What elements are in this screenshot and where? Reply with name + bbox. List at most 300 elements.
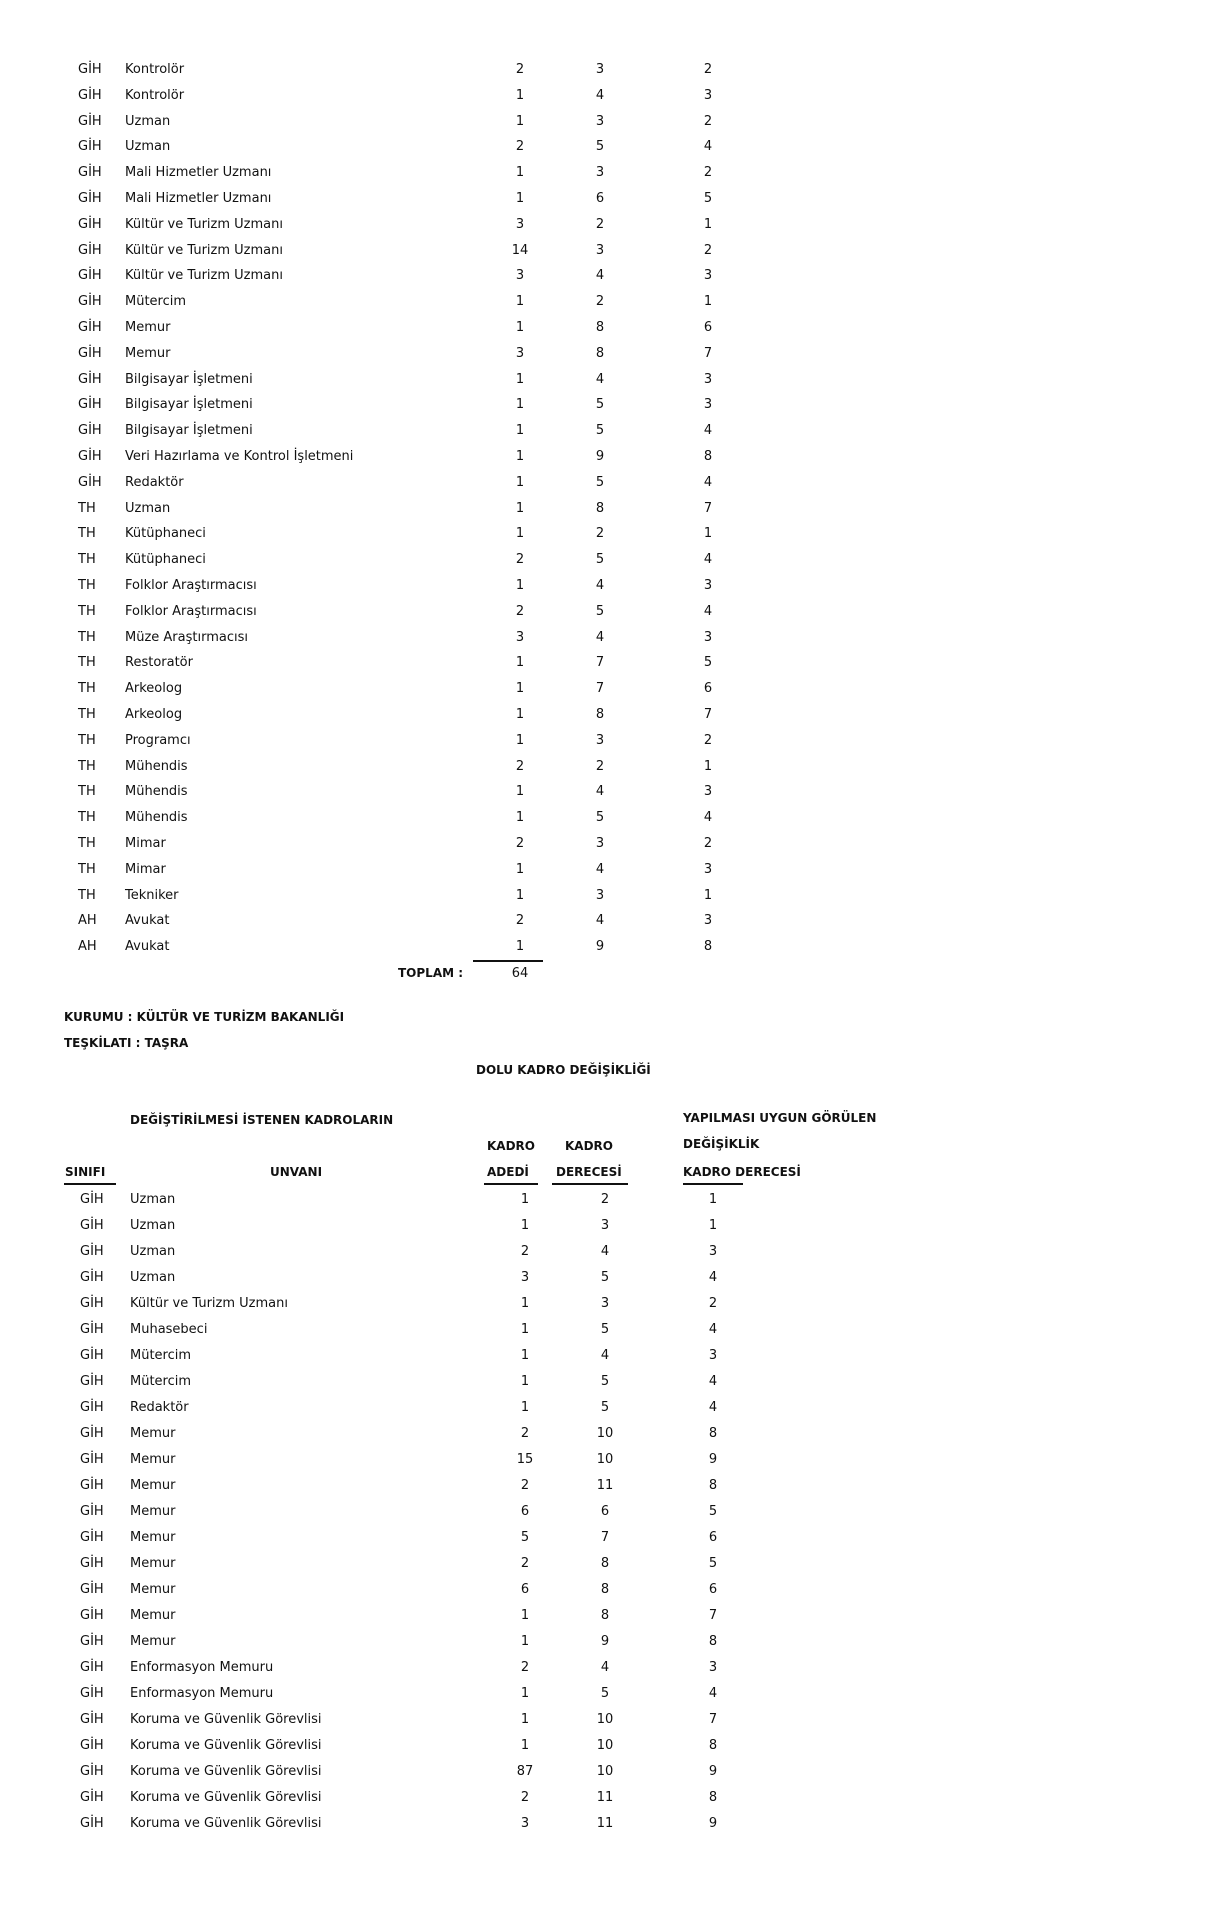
title-cell: Kontrolör: [125, 62, 185, 77]
title-cell: Mütercim: [130, 1348, 192, 1363]
table-row: [0, 1551, 1223, 1577]
title-cell: Memur: [130, 1608, 176, 1623]
title-cell: Kontrolör: [125, 87, 185, 103]
degree-cell: 3: [595, 165, 605, 181]
degree-cell: 3: [600, 1218, 610, 1233]
class-cell: GİH: [80, 1556, 104, 1571]
count-cell: 1: [520, 1322, 530, 1337]
degree-cell: 7: [600, 1530, 610, 1545]
class-cell: GİH: [80, 1634, 104, 1649]
degree-cell: 6: [600, 1504, 610, 1519]
new-degree-cell: 3: [708, 1244, 718, 1259]
table-row: [0, 1655, 1223, 1681]
kadro-heading-derecesi: KADRO: [565, 1139, 613, 1153]
new-degree-cell: 4: [708, 1322, 718, 1337]
count-cell: 1: [515, 87, 525, 103]
table-row: [0, 263, 1223, 289]
table-row: [0, 238, 1223, 264]
table-row: [0, 1317, 1223, 1343]
count-cell: 1: [515, 732, 525, 748]
count-cell: 1: [520, 1296, 530, 1311]
new-degree-cell: 8: [708, 1738, 718, 1753]
count-cell: 1: [520, 1218, 530, 1233]
class-cell: GİH: [78, 268, 102, 284]
title-cell: Folklor Araştırmacısı: [125, 603, 257, 619]
title-cell: Programcı: [125, 732, 191, 748]
new-degree-cell: 8: [703, 449, 713, 464]
new-degree-cell: 7: [708, 1608, 718, 1623]
count-cell: 1: [515, 397, 525, 413]
title-cell: Koruma ve Güvenlik Görevlisi: [130, 1738, 322, 1753]
table-row: [0, 444, 1223, 470]
degree-cell: 10: [596, 1764, 614, 1779]
count-cell: 1: [515, 500, 525, 516]
class-cell: GİH: [80, 1374, 104, 1389]
table-row: [0, 857, 1223, 883]
class-cell: TH: [78, 655, 96, 671]
title-cell: Memur: [130, 1530, 176, 1545]
new-degree-cell: 4: [708, 1686, 718, 1701]
class-cell: TH: [78, 526, 96, 542]
class-cell: GİH: [78, 345, 102, 361]
count-cell: 1: [520, 1738, 530, 1753]
column-adedi: ADEDİ: [487, 1165, 529, 1179]
new-degree-cell: 4: [708, 1374, 718, 1389]
title-cell: Koruma ve Güvenlik Görevlisi: [130, 1712, 322, 1727]
degree-cell: 8: [595, 320, 605, 335]
new-degree-cell: 6: [703, 320, 713, 335]
class-cell: GİH: [78, 449, 102, 464]
degree-cell: 11: [596, 1790, 614, 1805]
count-cell: 5: [520, 1530, 530, 1545]
new-degree-cell: 4: [708, 1270, 718, 1285]
count-cell: 1: [515, 191, 525, 206]
title-cell: Memur: [130, 1556, 176, 1571]
class-cell: GİH: [80, 1218, 104, 1233]
new-degree-cell: 6: [703, 681, 713, 697]
degree-cell: 5: [595, 552, 605, 568]
title-cell: Memur: [130, 1634, 176, 1649]
column-right-derecesi: KADRO DERECESİ: [683, 1165, 801, 1179]
title-cell: Bilgisayar İşletmeni: [125, 397, 253, 413]
class-cell: GİH: [80, 1686, 104, 1701]
degree-cell: 4: [600, 1660, 610, 1675]
table-row: [0, 134, 1223, 160]
class-cell: GİH: [78, 242, 102, 258]
degree-cell: 8: [595, 345, 605, 361]
degree-cell: 3: [595, 732, 605, 748]
new-degree-cell: 4: [703, 474, 713, 490]
count-cell: 1: [515, 371, 525, 387]
new-degree-cell: 5: [708, 1504, 718, 1519]
title-cell: Bilgisayar İşletmeni: [125, 423, 253, 439]
class-cell: TH: [78, 887, 96, 903]
title-cell: Enformasyon Memuru: [130, 1686, 274, 1701]
kadro-heading-adedi: KADRO: [487, 1139, 535, 1153]
table-row: [0, 599, 1223, 625]
table-row: [0, 1629, 1223, 1655]
table-row: [0, 212, 1223, 238]
class-cell: GİH: [80, 1582, 104, 1597]
title-cell: Avukat: [125, 913, 170, 929]
count-cell: 1: [520, 1400, 530, 1415]
title-cell: Folklor Araştırmacısı: [125, 578, 257, 593]
title-cell: Memur: [130, 1582, 176, 1597]
degree-cell: 4: [595, 268, 605, 284]
table-row: [0, 289, 1223, 315]
right-group-heading-2: DEĞİŞİKLİK: [683, 1137, 760, 1151]
class-cell: TH: [78, 732, 96, 748]
title-cell: Koruma ve Güvenlik Görevlisi: [130, 1816, 322, 1831]
table-row: [0, 908, 1223, 934]
class-cell: GİH: [80, 1764, 104, 1779]
count-cell: 2: [515, 913, 525, 929]
new-degree-cell: 4: [703, 552, 713, 568]
count-cell: 87: [516, 1764, 534, 1779]
class-cell: GİH: [78, 113, 102, 129]
count-cell: 1: [520, 1608, 530, 1623]
table-row: [0, 1421, 1223, 1447]
table-row: [0, 779, 1223, 805]
class-cell: TH: [78, 861, 96, 877]
table-row: [0, 934, 1223, 960]
degree-cell: 2: [595, 526, 605, 542]
new-degree-cell: 8: [708, 1478, 718, 1493]
degree-cell: 3: [595, 62, 605, 77]
table-row: [0, 1707, 1223, 1733]
title-cell: Mühendis: [125, 810, 188, 826]
class-cell: GİH: [78, 216, 102, 232]
class-cell: GİH: [80, 1348, 104, 1363]
count-cell: 2: [520, 1426, 530, 1441]
class-cell: GİH: [78, 165, 102, 181]
count-cell: 1: [520, 1348, 530, 1363]
total-label: TOPLAM :: [398, 966, 464, 980]
new-degree-cell: 1: [703, 887, 713, 903]
class-cell: GİH: [80, 1790, 104, 1805]
new-degree-cell: 1: [703, 526, 713, 542]
table-row: [0, 650, 1223, 676]
degree-cell: 4: [595, 578, 605, 593]
count-cell: 1: [515, 113, 525, 129]
new-degree-cell: 4: [703, 139, 713, 155]
degree-cell: 5: [595, 810, 605, 826]
new-degree-cell: 7: [703, 345, 713, 361]
new-degree-cell: 4: [708, 1400, 718, 1415]
class-cell: GİH: [80, 1738, 104, 1753]
title-cell: Memur: [130, 1504, 176, 1519]
title-cell: Memur: [130, 1426, 176, 1441]
title-cell: Mimar: [125, 861, 166, 877]
new-degree-cell: 7: [703, 707, 713, 722]
count-cell: 14: [511, 242, 529, 258]
class-cell: GİH: [80, 1530, 104, 1545]
class-cell: GİH: [78, 62, 102, 77]
new-degree-cell: 3: [703, 397, 713, 413]
degree-cell: 9: [595, 939, 605, 955]
kurumu-line: KURUMU : KÜLTÜR VE TURİZM BAKANLIĞI: [64, 1010, 345, 1024]
header-rule-sinifi: [64, 1183, 116, 1185]
degree-cell: 4: [600, 1348, 610, 1363]
new-degree-cell: 2: [708, 1296, 718, 1311]
new-degree-cell: 4: [703, 810, 713, 826]
count-cell: 1: [520, 1634, 530, 1649]
table-row: [0, 418, 1223, 444]
count-cell: 2: [515, 603, 525, 619]
degree-cell: 3: [595, 836, 605, 851]
new-degree-cell: 6: [708, 1582, 718, 1597]
new-degree-cell: 3: [703, 913, 713, 929]
class-cell: GİH: [80, 1478, 104, 1493]
count-cell: 1: [515, 294, 525, 310]
degree-cell: 5: [600, 1270, 610, 1285]
class-cell: GİH: [78, 139, 102, 155]
table-row: [0, 1473, 1223, 1499]
count-cell: 2: [515, 836, 525, 851]
class-cell: GİH: [80, 1400, 104, 1415]
new-degree-cell: 1: [708, 1192, 718, 1207]
table-row: [0, 1603, 1223, 1629]
count-cell: 1: [520, 1712, 530, 1727]
class-cell: TH: [78, 629, 96, 645]
degree-cell: 4: [600, 1244, 610, 1259]
table-row: [0, 728, 1223, 754]
column-sinifi: SINIFI: [65, 1165, 106, 1179]
table-row: [0, 57, 1223, 83]
degree-cell: 10: [596, 1738, 614, 1753]
count-cell: 3: [515, 216, 525, 232]
class-cell: GİH: [78, 397, 102, 413]
new-degree-cell: 4: [703, 603, 713, 619]
table-row: [0, 573, 1223, 599]
title-cell: Uzman: [130, 1192, 176, 1207]
degree-cell: 5: [595, 139, 605, 155]
title-cell: Memur: [130, 1478, 176, 1493]
degree-cell: 8: [600, 1582, 610, 1597]
title-cell: Uzman: [125, 500, 171, 516]
count-cell: 2: [520, 1244, 530, 1259]
count-cell: 1: [515, 939, 525, 955]
title-cell: Memur: [125, 320, 171, 335]
title-cell: Koruma ve Güvenlik Görevlisi: [130, 1764, 322, 1779]
title-cell: Mühendis: [125, 784, 188, 800]
total-value: 64: [511, 966, 529, 981]
degree-cell: 2: [595, 216, 605, 232]
new-degree-cell: 1: [703, 216, 713, 232]
count-cell: 2: [515, 62, 525, 77]
degree-cell: 3: [595, 113, 605, 129]
count-cell: 3: [515, 345, 525, 361]
title-cell: Uzman: [130, 1270, 176, 1285]
degree-cell: 3: [595, 887, 605, 903]
title-cell: Memur: [130, 1452, 176, 1467]
table-row: [0, 1239, 1223, 1265]
new-degree-cell: 5: [703, 655, 713, 671]
count-cell: 1: [520, 1686, 530, 1701]
count-cell: 1: [515, 707, 525, 722]
new-degree-cell: 8: [708, 1426, 718, 1441]
class-cell: GİH: [78, 320, 102, 335]
class-cell: GİH: [80, 1322, 104, 1337]
new-degree-cell: 2: [703, 242, 713, 258]
title-cell: Mali Hizmetler Uzmanı: [125, 165, 272, 181]
table-row: [0, 805, 1223, 831]
new-degree-cell: 1: [703, 294, 713, 310]
degree-cell: 11: [596, 1478, 614, 1493]
count-cell: 15: [516, 1452, 534, 1467]
title-cell: Kültür ve Turizm Uzmanı: [130, 1296, 288, 1311]
degree-cell: 5: [600, 1374, 610, 1389]
degree-cell: 10: [596, 1426, 614, 1441]
table-row: [0, 521, 1223, 547]
degree-cell: 5: [600, 1322, 610, 1337]
new-degree-cell: 6: [708, 1530, 718, 1545]
class-cell: GİH: [78, 87, 102, 103]
class-cell: GİH: [80, 1296, 104, 1311]
degree-cell: 6: [595, 191, 605, 206]
table-row: [0, 367, 1223, 393]
new-degree-cell: 1: [703, 758, 713, 774]
count-cell: 1: [515, 578, 525, 593]
count-cell: 1: [515, 474, 525, 490]
count-cell: 1: [515, 681, 525, 697]
class-cell: AH: [78, 939, 97, 955]
title-cell: Kültür ve Turizm Uzmanı: [125, 216, 283, 232]
degree-cell: 5: [595, 397, 605, 413]
title-cell: Mali Hizmetler Uzmanı: [125, 191, 272, 206]
title-cell: Veri Hazırlama ve Kontrol İşletmeni: [125, 449, 354, 464]
table-row: [0, 470, 1223, 496]
class-cell: GİH: [80, 1504, 104, 1519]
new-degree-cell: 2: [703, 62, 713, 77]
table-row: [0, 186, 1223, 212]
table-row: [0, 83, 1223, 109]
table-row: [0, 831, 1223, 857]
new-degree-cell: 3: [703, 784, 713, 800]
degree-cell: 4: [595, 784, 605, 800]
new-degree-cell: 9: [708, 1816, 718, 1831]
table-row: [0, 1785, 1223, 1811]
count-cell: 3: [520, 1816, 530, 1831]
title-cell: Uzman: [130, 1244, 176, 1259]
table-row: [0, 1733, 1223, 1759]
table-row: [0, 315, 1223, 341]
count-cell: 1: [515, 423, 525, 439]
column-derecesi: DERECESİ: [556, 1165, 622, 1179]
title-cell: Restoratör: [125, 655, 193, 671]
title-cell: Kültür ve Turizm Uzmanı: [125, 242, 283, 258]
degree-cell: 5: [600, 1400, 610, 1415]
degree-cell: 5: [595, 603, 605, 619]
count-cell: 1: [515, 449, 525, 464]
degree-cell: 2: [595, 294, 605, 310]
table-row: [0, 1759, 1223, 1785]
degree-cell: 8: [600, 1556, 610, 1571]
class-cell: GİH: [80, 1712, 104, 1727]
title-cell: Muhasebeci: [130, 1322, 208, 1337]
count-cell: 1: [515, 320, 525, 335]
title-cell: Mütercim: [130, 1374, 192, 1389]
new-degree-cell: 3: [703, 578, 713, 593]
class-cell: TH: [78, 681, 96, 697]
column-unvani: UNVANI: [270, 1165, 323, 1179]
section-title: DOLU KADRO DEĞİŞİKLİĞİ: [476, 1063, 651, 1077]
degree-cell: 4: [595, 371, 605, 387]
right-group-heading-1: YAPILMASI UYGUN GÖRÜLEN: [683, 1111, 877, 1125]
table-row: [0, 702, 1223, 728]
count-cell: 2: [520, 1556, 530, 1571]
new-degree-cell: 2: [703, 113, 713, 129]
class-cell: GİH: [80, 1816, 104, 1831]
table-row: [0, 547, 1223, 573]
degree-cell: 10: [596, 1712, 614, 1727]
class-cell: GİH: [78, 294, 102, 310]
new-degree-cell: 2: [703, 836, 713, 851]
degree-cell: 3: [595, 242, 605, 258]
class-cell: GİH: [78, 423, 102, 439]
count-cell: 2: [520, 1478, 530, 1493]
new-degree-cell: 5: [708, 1556, 718, 1571]
degree-cell: 3: [600, 1296, 610, 1311]
table-row: [0, 1499, 1223, 1525]
degree-cell: 7: [595, 681, 605, 697]
degree-cell: 8: [595, 707, 605, 722]
class-cell: GİH: [78, 474, 102, 490]
class-cell: TH: [78, 810, 96, 826]
count-cell: 1: [515, 784, 525, 800]
count-cell: 1: [515, 526, 525, 542]
class-cell: GİH: [80, 1270, 104, 1285]
count-cell: 3: [515, 629, 525, 645]
title-cell: Koruma ve Güvenlik Görevlisi: [130, 1790, 322, 1805]
new-degree-cell: 2: [703, 732, 713, 748]
class-cell: TH: [78, 784, 96, 800]
title-cell: Arkeolog: [125, 681, 183, 697]
table-row: [0, 754, 1223, 780]
degree-cell: 10: [596, 1452, 614, 1467]
table-row: [0, 1525, 1223, 1551]
header-rule-adedi: [484, 1183, 538, 1185]
title-cell: Mütercim: [125, 294, 187, 310]
table-row: [0, 676, 1223, 702]
class-cell: GİH: [78, 371, 102, 387]
table-row: [0, 496, 1223, 522]
header-rule-right: [683, 1183, 743, 1185]
table-row: [0, 109, 1223, 135]
degree-cell: 8: [595, 500, 605, 516]
count-cell: 6: [520, 1582, 530, 1597]
count-cell: 1: [520, 1192, 530, 1207]
title-cell: Redaktör: [130, 1400, 189, 1415]
table-row: [0, 883, 1223, 909]
count-cell: 2: [520, 1660, 530, 1675]
left-group-heading: DEĞİŞTİRİLMESİ İSTENEN KADROLARIN: [130, 1113, 394, 1127]
class-cell: GİH: [80, 1192, 104, 1207]
class-cell: TH: [78, 578, 96, 593]
count-cell: 1: [520, 1374, 530, 1389]
count-cell: 1: [515, 887, 525, 903]
class-cell: GİH: [80, 1452, 104, 1467]
class-cell: GİH: [80, 1660, 104, 1675]
new-degree-cell: 3: [703, 629, 713, 645]
new-degree-cell: 8: [708, 1790, 718, 1805]
class-cell: GİH: [78, 191, 102, 206]
degree-cell: 4: [595, 87, 605, 103]
degree-cell: 4: [595, 629, 605, 645]
title-cell: Kültür ve Turizm Uzmanı: [125, 268, 283, 284]
table-row: [0, 1265, 1223, 1291]
new-degree-cell: 7: [703, 500, 713, 516]
